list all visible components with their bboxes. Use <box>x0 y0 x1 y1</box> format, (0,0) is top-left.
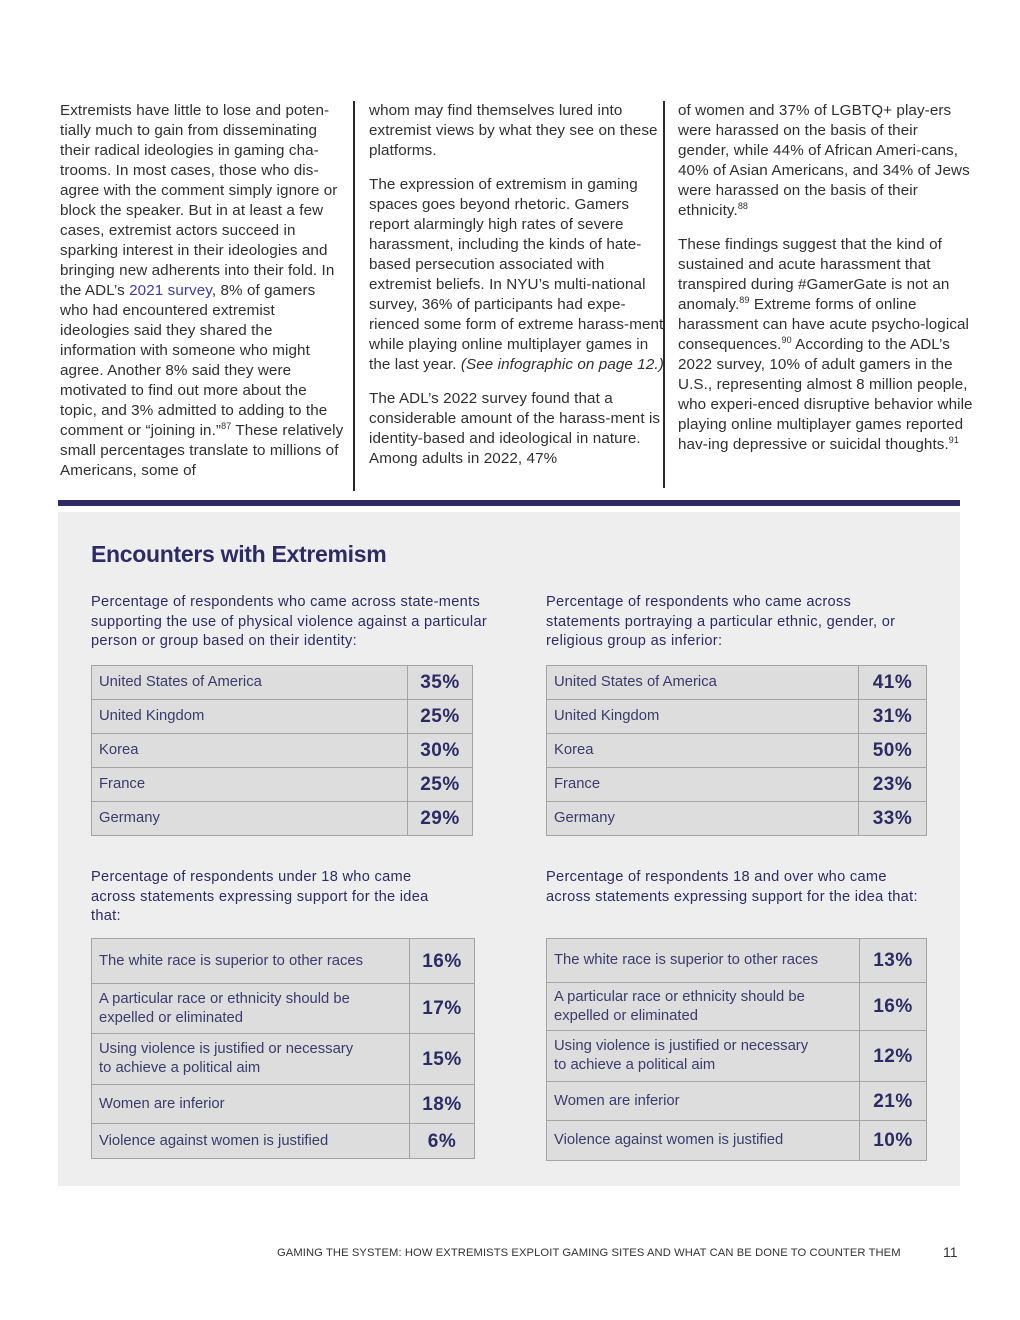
table-row <box>547 939 927 983</box>
country-label: United States of America <box>92 666 408 700</box>
paragraph: of women and 37% of LGBTQ+ play-ers were harassed on the basis of their gender, while 44% of African Ameri-cans, 40% of Asian Americans, and 34% of Jews were harassed on the basis of their ethnicity.$^{88}$ <box>678 102 970 219</box>
country-label: Germany <box>547 802 859 836</box>
percent-value: 13% <box>860 939 927 983</box>
body-column-2 <box>353 101 671 491</box>
country-label: United States of America <box>547 666 859 700</box>
percent-value: 23% <box>859 768 927 802</box>
table-under-18-beliefs <box>91 938 475 1159</box>
body-column-3 <box>663 101 973 488</box>
table-adult-beliefs <box>546 938 927 1161</box>
percent-value: 35% <box>408 666 473 700</box>
body-column-1 <box>60 101 345 495</box>
table-row <box>92 939 475 984</box>
table2-caption: Percentage of respondents who came across statements portraying a particular ethnic, gender, or religious group as inferior: <box>546 594 896 649</box>
survey-2021-link[interactable]: 2021 survey <box>129 282 212 299</box>
table-row <box>547 1082 927 1121</box>
footnote-ref[interactable]: 89 <box>739 295 750 305</box>
table-row <box>92 700 473 734</box>
percent-value: 16% <box>860 983 927 1031</box>
table-row <box>547 768 927 802</box>
table-row <box>92 802 473 836</box>
paragraph: The ADL’s 2022 survey found that a considerable amount of the harass-ment is identity-based and ideological in nature. Among adults in 2022, 47% <box>369 390 661 467</box>
country-label: France <box>547 768 859 802</box>
table-row <box>547 1121 927 1161</box>
percent-value: 33% <box>859 802 927 836</box>
percent-value: 41% <box>859 666 927 700</box>
footnote-ref[interactable]: 90 <box>781 335 792 345</box>
table-row <box>547 983 927 1031</box>
percent-value: 29% <box>408 802 473 836</box>
infographic-reference: (See infographic on page 12.) <box>460 356 664 373</box>
country-label: Korea <box>92 734 408 768</box>
table-violence-by-country <box>91 665 473 836</box>
paragraph: The expression of extremism in gaming spaces goes beyond rhetoric. Gamers report alarmingly high rates of severe harassment, including the kinds of hate-based persecution associated with extremist beliefs. In NYU’s multi-national survey, 36% of participants had expe-rienced some form of extreme harass-ment while playing online multiplayer games in the last year. (See infographic on page 12.) <box>369 176 664 373</box>
percent-value: 21% <box>860 1082 927 1121</box>
table-row <box>547 666 927 700</box>
percent-value: 50% <box>859 734 927 768</box>
running-footer-title: GAMING THE SYSTEM: HOW EXTREMISTS EXPLOIT GAMING SITES AND WHAT CAN BE DONE TO COUNTER THEM <box>277 1247 901 1259</box>
statement-label: Violence against women is justified <box>92 1124 410 1159</box>
table-row <box>92 734 473 768</box>
statement-label: Using violence is justified or necessary to achieve a political aim <box>547 1031 860 1082</box>
percent-value: 6% <box>410 1124 475 1159</box>
percent-value: 25% <box>408 700 473 734</box>
statement-label: The white race is superior to other races <box>92 939 410 984</box>
percent-value: 15% <box>410 1034 475 1085</box>
country-label: Germany <box>92 802 408 836</box>
percent-value: 25% <box>408 768 473 802</box>
table-row <box>92 666 473 700</box>
paragraph: whom may find themselves lured into extremist views by what they see on these platforms. <box>369 102 658 159</box>
percent-value: 30% <box>408 734 473 768</box>
statement-label: Using violence is justified or necessary to achieve a political aim <box>92 1034 410 1085</box>
table-row <box>547 802 927 836</box>
infographic-title: Encounters with Extremism <box>91 541 387 567</box>
country-label: United Kingdom <box>547 700 859 734</box>
table-inferiority-by-country <box>546 665 927 836</box>
percent-value: 18% <box>410 1085 475 1124</box>
percent-value: 17% <box>410 984 475 1034</box>
table1-caption: Percentage of respondents who came across state-ments supporting the use of physical violence against a particular person or group based on their identity: <box>91 594 488 649</box>
table-row <box>92 1034 475 1085</box>
percent-value: 16% <box>410 939 475 984</box>
table-row <box>92 984 475 1034</box>
footnote-ref[interactable]: 91 <box>948 435 959 445</box>
percent-value: 31% <box>859 700 927 734</box>
footnote-ref[interactable]: 87 <box>221 421 232 431</box>
table-row <box>92 1124 475 1159</box>
table-row <box>547 1031 927 1082</box>
footnote-ref[interactable]: 88 <box>737 201 749 211</box>
percent-value: 12% <box>860 1031 927 1082</box>
statement-label: A particular race or ethnicity should be expelled or eliminated <box>92 984 410 1034</box>
page-number: 11 <box>943 1244 958 1260</box>
statement-label: Women are inferior <box>92 1085 410 1124</box>
country-label: Korea <box>547 734 859 768</box>
statement-label: The white race is superior to other races <box>547 939 860 983</box>
country-label: France <box>92 768 408 802</box>
table-row <box>547 700 927 734</box>
table4-caption: Percentage of respondents 18 and over who came across statements expressing support for the idea that: <box>546 869 918 905</box>
table-row <box>92 768 473 802</box>
statement-label: Women are inferior <box>547 1082 860 1121</box>
table-row <box>92 1085 475 1124</box>
paragraph: These findings suggest that the kind of sustained and acute harassment that transpired during #GamerGate is not an anomaly.$^{89}$ Extreme forms of online harassment can have acute psycho-logical consequences.$^{90}$ According to the ADL’s 2022 survey, 10% of adult gamers in the U.S., representing almost 8 million people, who experi-enced disruptive behavior while playing online multiplayer games reported hav-ing depressive or suicidal thoughts.$^{91}$ <box>678 236 973 453</box>
paragraph: Extremists have little to lose and poten-tially much to gain from disseminating their radical ideologies in gaming cha-trooms. In most cases, those who dis-agree with the comment simply ignore or block the speaker. But in at least a few cases, extremist actors succeed in sparking interest in their ideologies and bringing new adherents into their fold. In the ADL’s 2021 survey, 8% of gamers who had encountered extremist ideologies said they shared the information with someone who might agree. Another 8% said they were motivated to find out more about the topic, and 3% admitted to adding to the comment or “joining in.”$^{87}$ These relatively small percentages translate to millions of Americans, some of <box>60 102 344 479</box>
table3-caption: Percentage of respondents under 18 who came across statements expressing support for the idea that: <box>91 869 429 924</box>
percent-value: 10% <box>860 1121 927 1161</box>
statement-label: Violence against women is justified <box>547 1121 860 1161</box>
table-row <box>547 734 927 768</box>
statement-label: A particular race or ethnicity should be expelled or eliminated <box>547 983 860 1031</box>
section-divider-bar <box>58 500 960 506</box>
country-label: United Kingdom <box>92 700 408 734</box>
